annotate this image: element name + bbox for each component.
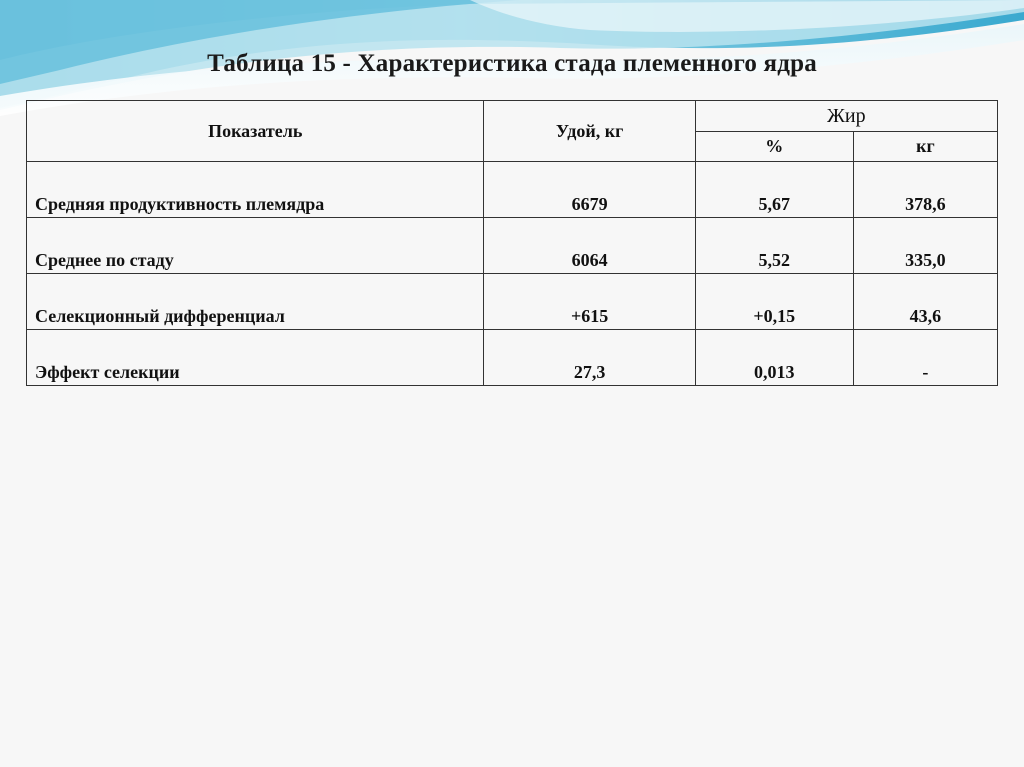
header-fat-kg: кг [853,132,997,162]
table-row [27,274,998,330]
row-yield: +615 [484,274,695,330]
table-row [27,162,998,218]
table-row [27,330,998,386]
header-fat-percent: % [695,132,853,162]
header-yield: Удой, кг [484,101,695,162]
row-indicator: Средняя продуктивность племядра [27,162,484,218]
row-fat-kg: 335,0 [853,218,997,274]
row-fat-percent: 5,52 [695,218,853,274]
table-row [27,218,998,274]
row-fat-percent: +0,15 [695,274,853,330]
row-yield: 6064 [484,218,695,274]
row-indicator: Среднее по стаду [27,218,484,274]
row-fat-kg: - [853,330,997,386]
herd-characteristics-table [26,100,998,386]
header-indicator: Показатель [27,101,484,162]
slide-title: Таблица 15 - Характеристика стада племенного ядра [207,50,817,77]
row-fat-kg: 43,6 [853,274,997,330]
row-fat-percent: 0,013 [695,330,853,386]
row-yield: 6679 [484,162,695,218]
row-indicator: Селекционный дифференциал [27,274,484,330]
row-indicator: Эффект селекции [27,330,484,386]
header-fat: Жир [695,101,997,132]
row-fat-kg: 378,6 [853,162,997,218]
row-fat-percent: 5,67 [695,162,853,218]
table-header-row [27,101,998,132]
row-yield: 27,3 [484,330,695,386]
